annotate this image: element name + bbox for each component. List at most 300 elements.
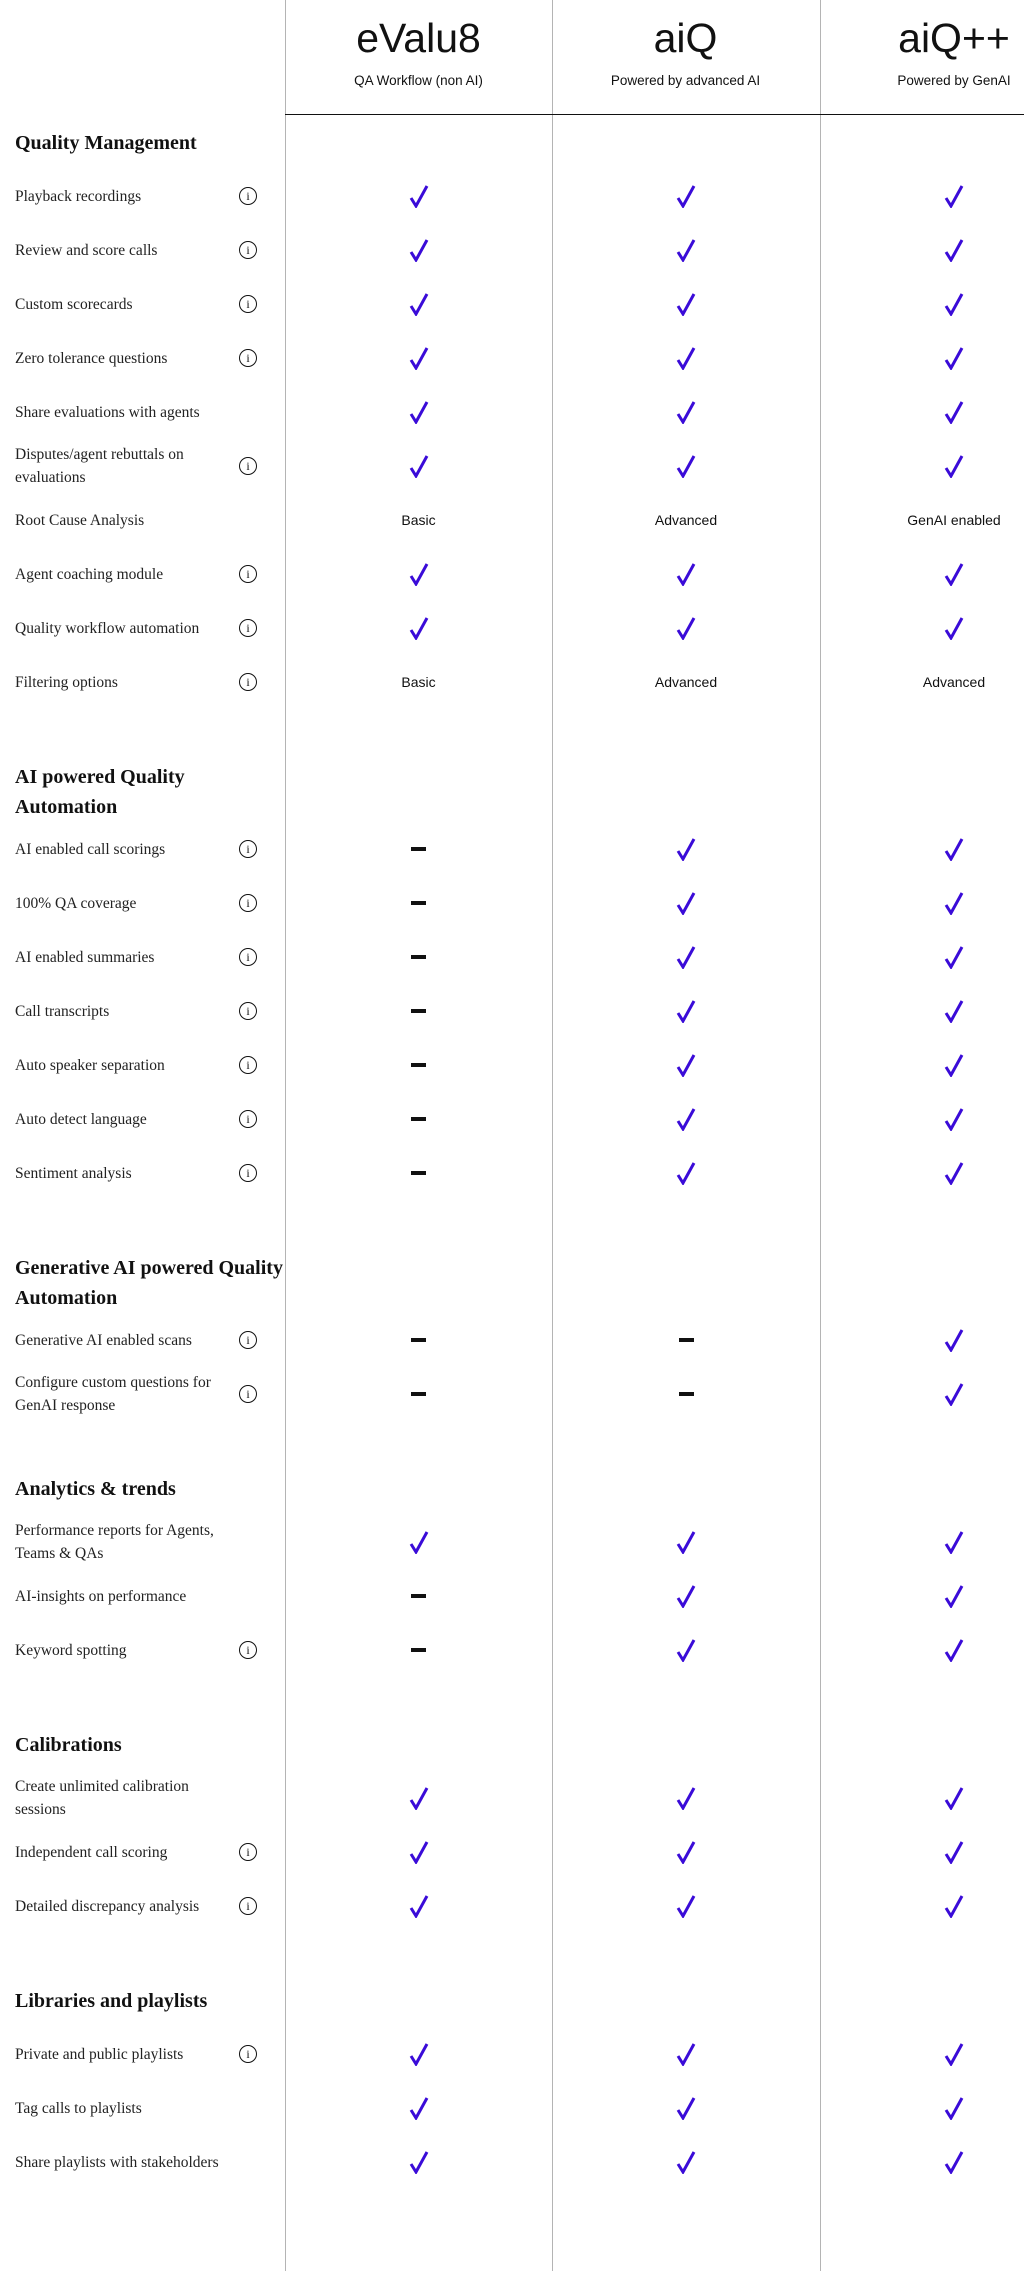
feature-label-cell — [0, 277, 285, 331]
plan-value-cell — [285, 1894, 552, 1918]
plan-value-text: GenAI enabled — [907, 512, 1001, 528]
check-icon — [409, 1786, 429, 1810]
feature-label-cell — [0, 2027, 285, 2081]
feature-label: Auto speaker separation — [15, 1056, 165, 1074]
plan-value-cell — [820, 1638, 1024, 1662]
plan-value-cell — [820, 292, 1024, 316]
info-icon[interactable]: i — [239, 1843, 257, 1861]
feature-label-cell — [0, 169, 285, 223]
check-icon — [409, 454, 429, 478]
dash-icon — [411, 901, 426, 905]
plan-value-cell — [285, 1530, 552, 1554]
check-icon — [676, 346, 696, 370]
plan-value-cell — [285, 562, 552, 586]
check-icon — [676, 292, 696, 316]
feature-label: Detailed discrepancy analysis — [15, 1897, 200, 1915]
feature-section — [0, 1253, 1024, 1421]
plan-value-cell — [285, 292, 552, 316]
dash-icon — [411, 1063, 426, 1067]
section-heading: Quality Management — [15, 132, 197, 154]
feature-label-cell — [0, 2081, 285, 2135]
plan-value-cell — [552, 292, 820, 316]
check-icon — [676, 1638, 696, 1662]
check-icon — [409, 616, 429, 640]
feature-row — [0, 439, 1024, 493]
feature-row — [0, 1771, 1024, 1825]
dash-icon — [411, 1171, 426, 1175]
feature-row — [0, 493, 1024, 547]
plan-subtitle: Powered by advanced AI — [610, 73, 761, 88]
feature-label-cell — [0, 1825, 285, 1879]
plan-value-cell — [285, 901, 552, 905]
feature-label: Auto detect language — [15, 1110, 147, 1128]
dash-icon — [411, 1009, 426, 1013]
info-icon[interactable]: i — [239, 565, 257, 583]
check-icon — [409, 2096, 429, 2120]
feature-row — [0, 277, 1024, 331]
feature-label-cell — [0, 655, 285, 709]
check-icon — [676, 1161, 696, 1185]
info-icon[interactable]: i — [239, 1110, 257, 1128]
check-icon — [676, 238, 696, 262]
check-icon — [676, 1530, 696, 1554]
info-icon[interactable]: i — [239, 349, 257, 367]
check-icon — [944, 1053, 964, 1077]
check-icon — [409, 400, 429, 424]
check-icon — [944, 1530, 964, 1554]
plan-value-cell — [285, 1594, 552, 1598]
feature-label: Create unlimited calibration sessions — [15, 1778, 189, 1818]
feature-label-cell — [0, 439, 285, 493]
check-icon — [944, 292, 964, 316]
plan-value-cell — [552, 1894, 820, 1918]
plan-value-cell — [820, 1161, 1024, 1185]
plan-value-cell — [285, 184, 552, 208]
dash-icon — [411, 955, 426, 959]
check-icon — [944, 1161, 964, 1185]
check-icon — [676, 616, 696, 640]
plan-value-cell — [552, 2042, 820, 2066]
info-icon[interactable]: i — [239, 1641, 257, 1659]
info-icon[interactable]: i — [239, 840, 257, 858]
feature-section — [0, 128, 1024, 709]
plan-value-cell — [285, 1338, 552, 1342]
check-icon — [944, 346, 964, 370]
feature-label: Performance reports for Agents, Teams & QAs — [15, 1522, 214, 1562]
check-icon — [676, 1107, 696, 1131]
check-icon — [944, 400, 964, 424]
plan-value-cell — [285, 1786, 552, 1810]
plan-value-cell — [285, 2150, 552, 2174]
plan-value-cell — [820, 2096, 1024, 2120]
plan-value-cell — [552, 1530, 820, 1554]
plan-value-cell — [285, 1063, 552, 1067]
plan-value-cell — [820, 512, 1024, 528]
check-icon — [409, 1840, 429, 1864]
feature-label-cell — [0, 930, 285, 984]
plan-value-text: Advanced — [654, 512, 718, 528]
dash-icon — [411, 1338, 426, 1342]
plan-value-cell — [552, 1840, 820, 1864]
check-icon — [944, 616, 964, 640]
plan-value-cell — [285, 847, 552, 851]
plan-value-cell — [820, 999, 1024, 1023]
feature-section — [0, 1474, 1024, 1677]
column-divider — [820, 0, 821, 2271]
feature-label-cell — [0, 1092, 285, 1146]
plan-value-cell — [552, 1786, 820, 1810]
plan-header-aiq-plus — [884, 0, 1024, 115]
feature-section — [0, 1730, 1024, 1933]
feature-row — [0, 169, 1024, 223]
plan-value-cell — [285, 2096, 552, 2120]
info-icon[interactable]: i — [239, 1164, 257, 1182]
plan-value-cell — [820, 945, 1024, 969]
feature-label-cell — [0, 1771, 285, 1825]
plan-name: eValu8 — [356, 15, 481, 61]
plan-value-cell — [285, 346, 552, 370]
check-icon — [676, 1894, 696, 1918]
plan-header-aiq — [552, 0, 819, 115]
check-icon — [676, 1840, 696, 1864]
plan-value-cell — [552, 2096, 820, 2120]
feature-label: Private and public playlists — [15, 2045, 184, 2063]
feature-label-cell — [0, 1146, 285, 1200]
plan-value-cell — [552, 837, 820, 861]
plan-value-cell — [552, 999, 820, 1023]
feature-label: Root Cause Analysis — [15, 511, 145, 529]
check-icon — [676, 2150, 696, 2174]
feature-label-cell — [0, 1569, 285, 1623]
info-icon[interactable]: i — [239, 1002, 257, 1020]
check-icon — [944, 1786, 964, 1810]
plan-value-cell — [820, 837, 1024, 861]
plan-value-cell — [820, 2150, 1024, 2174]
feature-label-cell — [0, 601, 285, 655]
feature-row — [0, 1146, 1024, 1200]
plan-value-cell — [552, 616, 820, 640]
check-icon — [944, 2042, 964, 2066]
feature-row — [0, 331, 1024, 385]
plan-value-cell — [820, 400, 1024, 424]
feature-row — [0, 1825, 1024, 1879]
feature-comparison-table — [0, 128, 1024, 2189]
header-divider — [285, 114, 1024, 116]
feature-label: AI-insights on performance — [15, 1587, 187, 1605]
info-icon[interactable]: i — [239, 1897, 257, 1915]
feature-label-cell — [0, 385, 285, 439]
check-icon — [676, 999, 696, 1023]
check-icon — [676, 562, 696, 586]
info-icon[interactable]: i — [239, 457, 257, 475]
check-icon — [944, 2096, 964, 2120]
plan-value-cell — [552, 1053, 820, 1077]
feature-label-cell — [0, 1367, 285, 1421]
plan-value-cell — [552, 562, 820, 586]
check-icon — [944, 1382, 964, 1406]
plan-value-cell — [285, 1009, 552, 1013]
plan-value-cell — [552, 512, 820, 528]
check-icon — [409, 184, 429, 208]
plan-value-cell — [552, 674, 820, 690]
check-icon — [944, 454, 964, 478]
feature-row — [0, 1879, 1024, 1933]
feature-label: Configure custom questions for GenAI response — [15, 1374, 211, 1414]
feature-row — [0, 930, 1024, 984]
feature-label-cell — [0, 1623, 285, 1677]
plan-value-cell — [552, 454, 820, 478]
feature-label-cell — [0, 493, 285, 547]
feature-row — [0, 2027, 1024, 2081]
plan-header-evalu8 — [285, 0, 552, 115]
check-icon — [944, 1584, 964, 1608]
feature-row — [0, 1313, 1024, 1367]
feature-label-cell — [0, 876, 285, 930]
plan-value-cell — [820, 1584, 1024, 1608]
plan-value-cell — [552, 238, 820, 262]
check-icon — [676, 891, 696, 915]
feature-label: AI enabled call scorings — [15, 840, 166, 858]
plan-value-cell — [285, 400, 552, 424]
feature-label-cell — [0, 223, 285, 277]
feature-row — [0, 1623, 1024, 1677]
check-icon — [409, 292, 429, 316]
plan-value-text: Advanced — [654, 674, 718, 690]
dash-icon — [411, 1392, 426, 1396]
feature-label-cell — [0, 2135, 285, 2189]
check-icon — [944, 837, 964, 861]
plan-value-cell — [820, 1786, 1024, 1810]
feature-row — [0, 1569, 1024, 1623]
plan-value-text: Advanced — [922, 674, 986, 690]
check-icon — [409, 562, 429, 586]
feature-label-cell — [0, 1313, 285, 1367]
plan-value-cell — [285, 2042, 552, 2066]
feature-row — [0, 601, 1024, 655]
plan-subtitle: QA Workflow (non AI) — [354, 73, 483, 88]
feature-label-cell — [0, 331, 285, 385]
feature-row — [0, 2081, 1024, 2135]
check-icon — [676, 1053, 696, 1077]
feature-row — [0, 1367, 1024, 1421]
feature-label-cell — [0, 547, 285, 601]
feature-label: Disputes/agent rebuttals on evaluations — [15, 446, 184, 486]
plan-value-cell — [820, 2042, 1024, 2066]
info-icon[interactable]: i — [239, 241, 257, 259]
dash-icon — [411, 1594, 426, 1598]
feature-label: Playback recordings — [15, 187, 142, 205]
dash-icon — [679, 1338, 694, 1342]
feature-label: Custom scorecards — [15, 295, 133, 313]
check-icon — [944, 1894, 964, 1918]
plan-name: aiQ++ — [898, 15, 1010, 61]
column-divider — [285, 0, 286, 2271]
check-icon — [944, 945, 964, 969]
plans-header — [0, 0, 1024, 115]
check-icon — [676, 837, 696, 861]
plan-value-cell — [820, 1530, 1024, 1554]
plan-value-cell — [285, 1392, 552, 1396]
plan-value-cell — [552, 400, 820, 424]
plan-value-cell — [552, 1392, 820, 1396]
plan-value-cell — [820, 674, 1024, 690]
check-icon — [944, 1328, 964, 1352]
plan-value-cell — [552, 1161, 820, 1185]
check-icon — [944, 562, 964, 586]
plan-value-cell — [552, 1638, 820, 1662]
info-icon[interactable]: i — [239, 619, 257, 637]
plan-value-cell — [552, 184, 820, 208]
feature-label-cell — [0, 1515, 285, 1569]
feature-label: Review and score calls — [15, 241, 158, 259]
info-icon[interactable]: i — [239, 948, 257, 966]
plan-value-cell — [820, 562, 1024, 586]
check-icon — [676, 400, 696, 424]
plan-value-cell — [820, 1840, 1024, 1864]
feature-label: Sentiment analysis — [15, 1164, 132, 1182]
feature-label-cell — [0, 1038, 285, 1092]
plan-value-cell — [820, 1894, 1024, 1918]
plan-subtitle: Powered by GenAI — [897, 73, 1011, 88]
plan-value-cell — [285, 1171, 552, 1175]
feature-label: Filtering options — [15, 673, 118, 691]
feature-label: Keyword spotting — [15, 1641, 127, 1659]
plan-value-cell — [552, 1584, 820, 1608]
dash-icon — [411, 1648, 426, 1652]
feature-label-cell — [0, 984, 285, 1038]
feature-section — [0, 1986, 1024, 2189]
feature-label: Zero tolerance questions — [15, 349, 168, 367]
info-icon[interactable]: i — [239, 1385, 257, 1403]
feature-row — [0, 655, 1024, 709]
plan-value-cell — [820, 891, 1024, 915]
feature-label: Share playlists with stakeholders — [15, 2153, 219, 2171]
info-icon[interactable]: i — [239, 2045, 257, 2063]
plan-value-cell — [820, 1107, 1024, 1131]
plan-value-cell — [285, 1117, 552, 1121]
check-icon — [409, 238, 429, 262]
section-heading: Calibrations — [15, 1734, 122, 1756]
feature-label: AI enabled summaries — [15, 948, 155, 966]
plan-value-cell — [285, 1648, 552, 1652]
check-icon — [944, 1107, 964, 1131]
info-icon[interactable]: i — [239, 1056, 257, 1074]
info-icon[interactable]: i — [239, 187, 257, 205]
plan-value-cell — [285, 955, 552, 959]
plan-value-cell — [552, 346, 820, 370]
info-icon[interactable]: i — [239, 295, 257, 313]
check-icon — [944, 891, 964, 915]
plan-value-cell — [820, 1382, 1024, 1406]
plan-value-cell — [820, 454, 1024, 478]
feature-label: Independent call scoring — [15, 1843, 168, 1861]
feature-section — [0, 762, 1024, 1200]
plan-value-text: Basic — [401, 512, 436, 528]
plan-value-cell — [820, 1328, 1024, 1352]
feature-row — [0, 876, 1024, 930]
info-icon[interactable]: i — [239, 673, 257, 691]
check-icon — [676, 2096, 696, 2120]
check-icon — [676, 2042, 696, 2066]
check-icon — [944, 1840, 964, 1864]
feature-row — [0, 984, 1024, 1038]
plan-value-cell — [552, 891, 820, 915]
plan-value-cell — [285, 674, 552, 690]
feature-label-cell — [0, 1879, 285, 1933]
check-icon — [676, 1584, 696, 1608]
plan-value-cell — [552, 945, 820, 969]
check-icon — [944, 184, 964, 208]
feature-label: 100% QA coverage — [15, 894, 137, 912]
plan-value-cell — [820, 184, 1024, 208]
plan-value-cell — [285, 512, 552, 528]
check-icon — [409, 1894, 429, 1918]
check-icon — [676, 1786, 696, 1810]
feature-row — [0, 547, 1024, 601]
feature-row — [0, 1515, 1024, 1569]
plan-value-cell — [820, 616, 1024, 640]
feature-label: Call transcripts — [15, 1002, 110, 1020]
check-icon — [409, 2150, 429, 2174]
plan-value-cell — [285, 238, 552, 262]
feature-row — [0, 1092, 1024, 1146]
section-heading: Libraries and playlists — [15, 1990, 208, 2012]
plan-value-cell — [285, 616, 552, 640]
check-icon — [409, 1530, 429, 1554]
feature-row — [0, 385, 1024, 439]
feature-row — [0, 2135, 1024, 2189]
check-icon — [676, 945, 696, 969]
plan-value-cell — [552, 1338, 820, 1342]
column-divider — [552, 0, 553, 2271]
section-heading: AI powered Quality Automation — [15, 766, 185, 818]
info-icon[interactable]: i — [239, 1331, 257, 1349]
feature-label: Share evaluations with agents — [15, 403, 200, 421]
feature-row — [0, 822, 1024, 876]
plan-value-cell — [820, 1053, 1024, 1077]
plan-value-cell — [552, 2150, 820, 2174]
dash-icon — [679, 1392, 694, 1396]
feature-row — [0, 1038, 1024, 1092]
plan-value-cell — [820, 238, 1024, 262]
feature-row — [0, 223, 1024, 277]
info-icon[interactable]: i — [239, 894, 257, 912]
check-icon — [944, 1638, 964, 1662]
check-icon — [944, 238, 964, 262]
dash-icon — [411, 847, 426, 851]
check-icon — [676, 454, 696, 478]
feature-label: Tag calls to playlists — [15, 2099, 142, 2117]
check-icon — [409, 346, 429, 370]
plan-value-text: Basic — [401, 674, 436, 690]
check-icon — [409, 2042, 429, 2066]
feature-label: Quality workflow automation — [15, 619, 200, 637]
check-icon — [676, 184, 696, 208]
section-heading: Analytics & trends — [15, 1478, 176, 1500]
plan-name: aiQ — [653, 15, 718, 61]
plan-value-cell — [552, 1107, 820, 1131]
section-heading: Generative AI powered Quality Automation — [15, 1257, 283, 1309]
feature-label: Agent coaching module — [15, 565, 164, 583]
check-icon — [944, 2150, 964, 2174]
check-icon — [944, 999, 964, 1023]
plan-value-cell — [820, 346, 1024, 370]
feature-label: Generative AI enabled scans — [15, 1331, 192, 1349]
dash-icon — [411, 1117, 426, 1121]
plan-value-cell — [285, 1840, 552, 1864]
feature-label-cell — [0, 822, 285, 876]
plan-value-cell — [285, 454, 552, 478]
